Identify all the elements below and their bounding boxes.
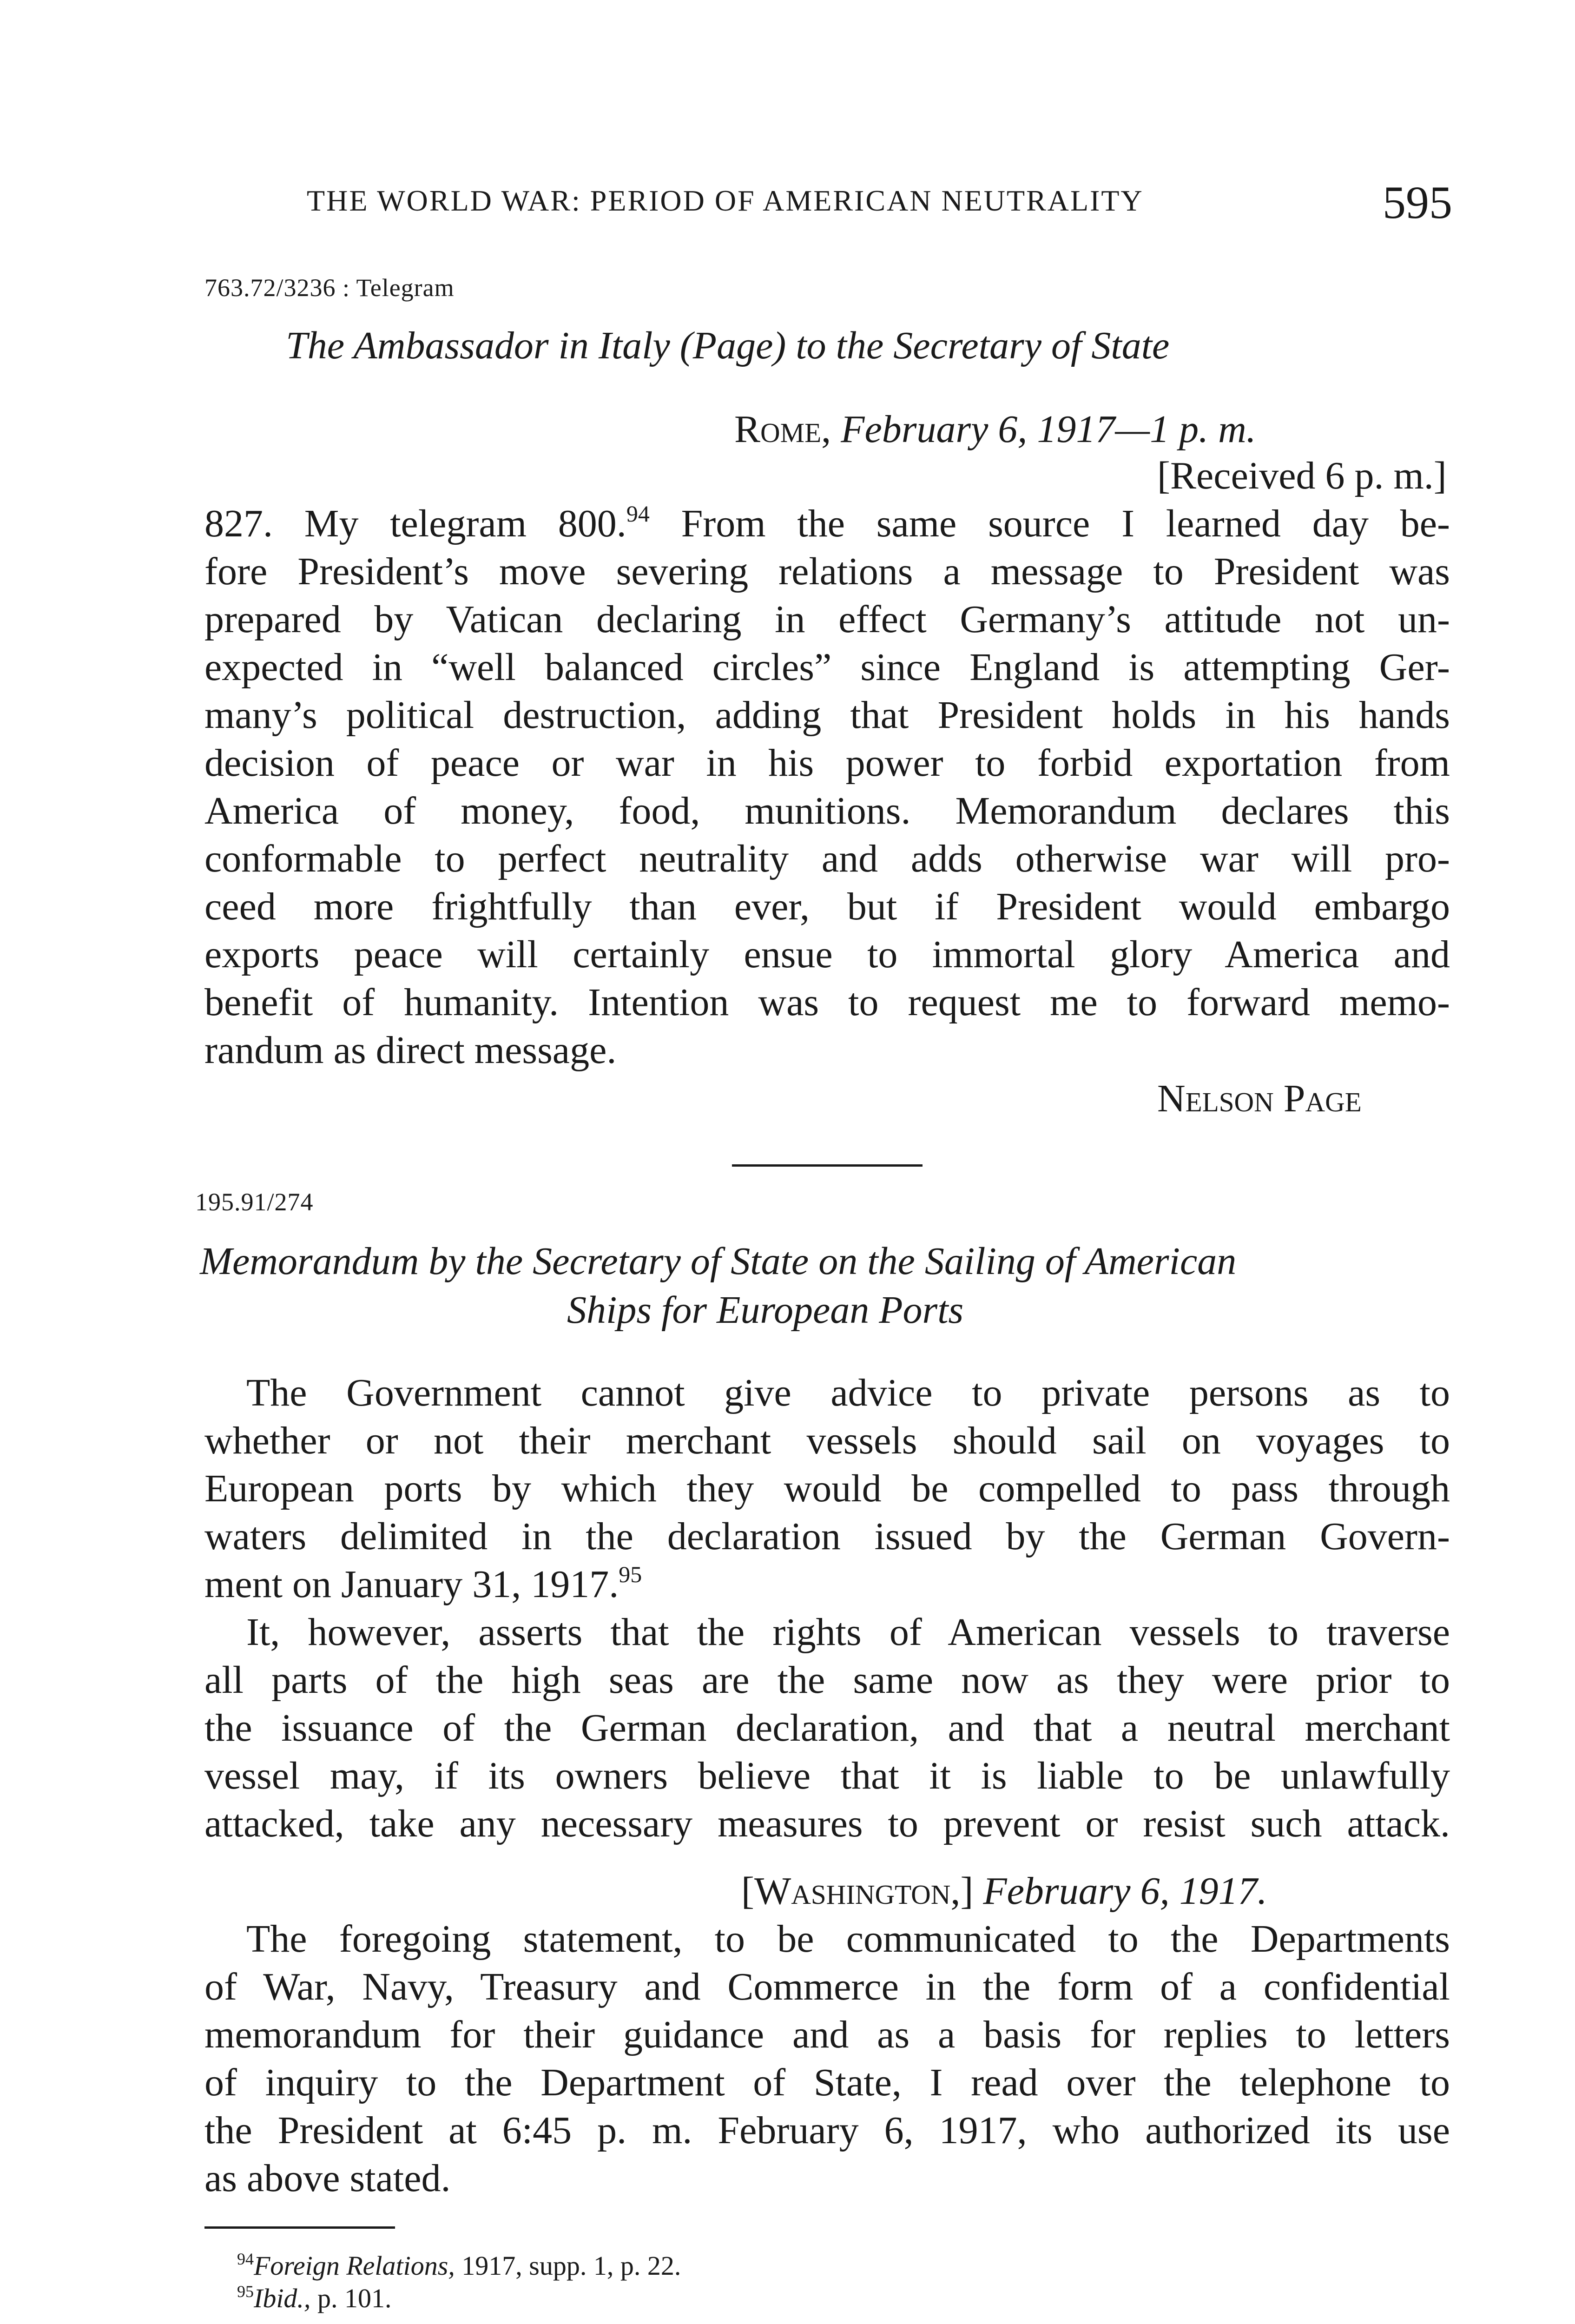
section-divider: [732, 1164, 923, 1167]
doc1-line: 827. My telegram 800.94 From the same source I learned day be-: [204, 501, 1450, 545]
footnote-rest: p. 101.: [310, 2283, 392, 2313]
doc2-para3: [204, 1915, 1450, 2202]
doc1-body: [204, 500, 1450, 1074]
doc1-line: prepared by Vatican declaring in effect Germany’s attitude not un-: [204, 598, 1450, 641]
doc2-line: the issuance of the German declaration, and that a neutral merchant: [204, 1706, 1450, 1750]
doc2-title-line2: Ships for European Ports: [567, 1288, 964, 1332]
doc1-file-ref: 763.72/3236 : Telegram: [204, 274, 455, 302]
doc2-line: of War, Navy, Treasury and Commerce in the form of a confidential: [204, 1965, 1450, 2008]
doc1-number: 827.: [204, 502, 273, 545]
doc2-line: all parts of the high seas are the same now as they were prior to: [204, 1658, 1450, 1702]
footnote-ref-95: 95: [619, 1561, 642, 1587]
doc2-line: The foregoing statement, to be communicated to the Departments: [246, 1917, 1450, 1961]
doc1-line: ceed more frightfully than ever, but if President would embargo: [204, 885, 1450, 928]
doc1-line: fore President’s move severing relations a message to President was: [204, 550, 1450, 593]
doc2-line: as above stated.: [204, 2157, 451, 2200]
doc2-dateline-date: February 6, 1917.: [983, 1869, 1267, 1913]
doc2-line: memorandum for their guidance and as a basis for replies to letters: [204, 2013, 1450, 2056]
doc2-dateline-place: [Washington,]: [741, 1869, 974, 1913]
doc2-line: of inquiry to the Department of State, I read over the telephone to: [204, 2061, 1450, 2104]
doc1-signature: Nelson Page: [1157, 1077, 1362, 1120]
footnote-rest: 1917, supp. 1, p. 22.: [455, 2251, 681, 2281]
footnote-marker: 94: [237, 2250, 254, 2268]
doc1-line: benefit of humanity. Intention was to request me to forward memo-: [204, 981, 1450, 1024]
page-number: 595: [1383, 177, 1452, 228]
doc2-line: the President at 6:45 p. m. February 6, 1917, who authorized its use: [204, 2109, 1450, 2152]
doc2-para1: [204, 1369, 1450, 1608]
footnote-rule: [204, 2226, 395, 2229]
doc2-line: attacked, take any necessary measures to prevent or resist such attack.: [204, 1802, 1450, 1845]
doc1-received: [Received 6 p. m.]: [1157, 454, 1447, 497]
doc2-line: ment on January 31, 1917.95: [204, 1561, 642, 1606]
doc1-line: exports peace will certainly ensue to immortal glory America and: [204, 933, 1450, 976]
doc1-line: decision of peace or war in his power to forbid exportation from: [204, 741, 1450, 785]
doc2-line: vessel may, if its owners believe that it is liable to be unlawfully: [204, 1754, 1450, 1797]
footnote-marker: 95: [237, 2282, 254, 2301]
doc1-title: The Ambassador in Italy (Page) to the Secretary of State: [286, 324, 1170, 367]
doc1-line: America of money, food, munitions. Memorandum declares this: [204, 789, 1450, 832]
doc2-line: whether or not their merchant vessels should sail on voyages to: [204, 1419, 1450, 1462]
doc2-file-ref: 195.91/274: [195, 1188, 314, 1216]
doc1-dateline: [734, 407, 1256, 452]
doc1-line: expected in “well balanced circles” since England is attempting Ger-: [204, 646, 1450, 689]
doc2-line: waters delimited in the declaration issued by the German Govern-: [204, 1515, 1450, 1558]
doc2-title-line1: Memorandum by the Secretary of State on the Sailing of American: [200, 1240, 1237, 1283]
doc2-para2: [204, 1608, 1450, 1848]
doc2-dateline: [741, 1868, 1267, 1914]
doc1-dateline-date: February 6, 1917—1 p. m.: [841, 408, 1256, 451]
doc2-line: The Government cannot give advice to private persons as to: [246, 1371, 1450, 1414]
doc1-line: many’s political destruction, adding that President holds in his hands: [204, 693, 1450, 737]
doc1-dateline-city: Rome,: [734, 408, 831, 451]
doc1-line: randum as direct message.: [204, 1029, 617, 1072]
doc2-line: It, however, asserts that the rights of American vessels to traverse: [246, 1611, 1450, 1654]
footnote-95: [237, 2282, 391, 2315]
doc2-line: European ports by which they would be compelled to pass through: [204, 1467, 1450, 1510]
running-head: THE WORLD WAR: PERIOD OF AMERICAN NEUTRALITY: [307, 184, 1144, 217]
footnote-ref-94: 94: [626, 501, 650, 527]
doc1-line: conformable to perfect neutrality and adds otherwise war will pro-: [204, 837, 1450, 880]
footnote-94: [237, 2250, 681, 2282]
footnote-source: Foreign Relations,: [254, 2251, 455, 2281]
footnote-source: Ibid.,: [254, 2283, 311, 2313]
